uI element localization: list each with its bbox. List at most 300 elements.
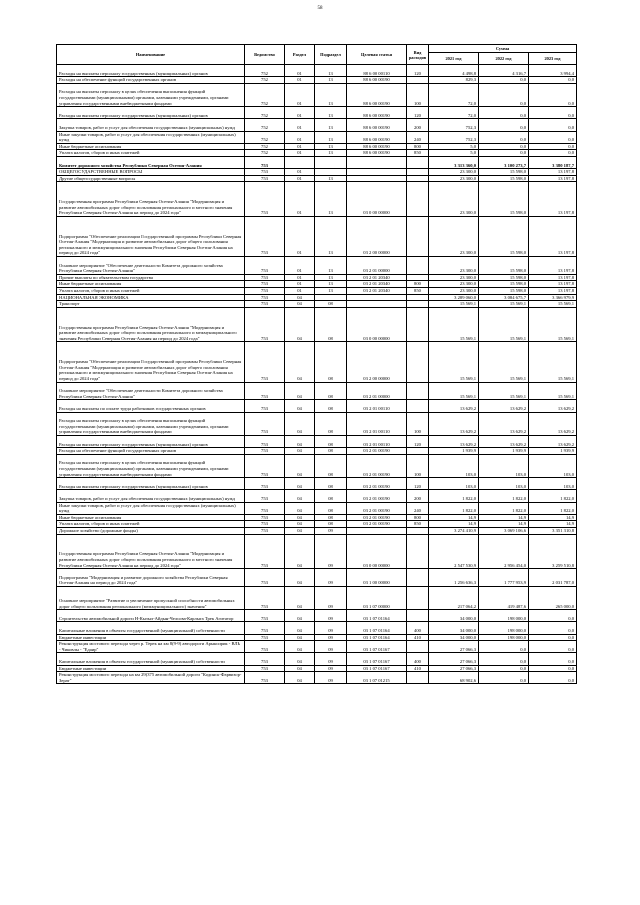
row-subsection: 08: [315, 382, 347, 400]
row-ministry: 753: [245, 641, 285, 653]
row-sum-2021: 15 569,1: [429, 382, 479, 400]
row-subsection: 13: [315, 65, 347, 77]
row-sum-2022: 3 084 675,7: [479, 294, 529, 301]
row-section: 01: [285, 257, 315, 275]
table-row: [57, 502, 577, 514]
row-section: 04: [285, 534, 315, 569]
table-row: [57, 342, 577, 382]
row-target: 88 6 00 00190: [347, 107, 407, 119]
row-subsection: 08: [315, 514, 347, 521]
row-sum-2022: 15 598,0: [479, 257, 529, 275]
table-row: [57, 307, 577, 342]
row-sum-2022: 3 069 106,6: [479, 527, 529, 534]
row-subsection: 08: [315, 490, 347, 502]
row-ministry: 753: [245, 294, 285, 301]
row-name: Капитальные вложения в объекты государственной (муниципальной) собственности: [57, 622, 245, 634]
table-row: [57, 382, 577, 400]
row-vid: [407, 342, 429, 382]
row-sum-2022: 0,0: [479, 150, 529, 157]
budget-table: [56, 44, 577, 684]
row-target: 03 1 07 00000: [347, 586, 407, 609]
row-ministry: 753: [245, 665, 285, 672]
table-row: [57, 634, 577, 641]
row-subsection: 08: [315, 307, 347, 342]
table-row: [57, 454, 577, 477]
row-sum-2022: 3 100 273,7: [479, 156, 529, 168]
row-vid: [407, 182, 429, 217]
row-name: Иные закупки товаров, работ и услуг для обеспечения государственных (муниципальных) нужд: [57, 131, 245, 143]
row-sum-2023: 13 197,8: [529, 274, 577, 281]
row-target: 03 2 00 00000: [347, 216, 407, 256]
row-sum-2021: 68 902,6: [429, 672, 479, 684]
row-sum-2021: 72,0: [429, 107, 479, 119]
row-vid: 200: [407, 490, 429, 502]
row-section: 04: [285, 342, 315, 382]
row-sum-2022: 0,0: [479, 653, 529, 665]
row-name: Иные бюджетные ассигнования: [57, 514, 245, 521]
row-section: 01: [285, 288, 315, 295]
row-target: [347, 156, 407, 168]
row-section: 04: [285, 412, 315, 435]
row-sum-2023: 265 000,0: [529, 586, 577, 609]
row-ministry: 753: [245, 301, 285, 308]
row-ministry: 752: [245, 65, 285, 77]
row-section: 04: [285, 490, 315, 502]
row-sum-2023: 0,0: [529, 119, 577, 131]
row-sum-2023: 2 031 787,0: [529, 569, 577, 587]
row-target: 88 6 00 00110: [347, 65, 407, 77]
row-sum-2023: 15 569,1: [529, 301, 577, 308]
row-section: 01: [285, 216, 315, 256]
row-subsection: 08: [315, 436, 347, 448]
row-ministry: 753: [245, 448, 285, 455]
row-name: Закупка товаров, работ и услуг для обеспечения государственных (муниципальных) нужд: [57, 490, 245, 502]
row-vid: [407, 156, 429, 168]
row-name: Бюджетные инвестиции: [57, 665, 245, 672]
row-name: ОБЩЕГОСУДАРСТВЕННЫЕ ВОПРОСЫ: [57, 169, 245, 176]
row-ministry: 753: [245, 382, 285, 400]
row-name: Дорожное хозяйство (дорожные фонды): [57, 527, 245, 534]
row-ministry: 753: [245, 527, 285, 534]
row-sum-2023: 13 629,2: [529, 412, 577, 435]
row-target: 03 2 01 20340: [347, 288, 407, 295]
row-name: Прочие выплаты по обязательствам государства: [57, 274, 245, 281]
row-name: Иные закупки товаров, работ и услуг для обеспечения государственных (муниципальных) нужд: [57, 502, 245, 514]
row-sum-2021: 3 313 360,0: [429, 156, 479, 168]
row-subsection: 09: [315, 527, 347, 534]
row-section: 04: [285, 521, 315, 528]
row-name: Строительство автомобильной дороги Н-Кызыл-Айдын-Челсова-Карлыга Трек Агитатор: [57, 610, 245, 622]
row-subsection: [315, 169, 347, 176]
row-ministry: 753: [245, 490, 285, 502]
row-section: 04: [285, 400, 315, 412]
row-ministry: 753: [245, 412, 285, 435]
row-vid: [407, 448, 429, 455]
row-vid: [407, 274, 429, 281]
row-name: Уплата налогов, сборов и иных платежей: [57, 150, 245, 157]
row-sum-2023: 15 569,1: [529, 307, 577, 342]
row-sum-2021: 23 300,0: [429, 169, 479, 176]
row-sum-2021: 5,0: [429, 143, 479, 150]
row-sum-2023: 0,0: [529, 83, 577, 106]
row-ministry: 753: [245, 634, 285, 641]
row-sum-2021: 15 569,1: [429, 301, 479, 308]
row-sum-2022: 15 569,1: [479, 307, 529, 342]
row-ministry: 753: [245, 288, 285, 295]
table-row: [57, 294, 577, 301]
row-ministry: 753: [245, 182, 285, 217]
row-subsection: 09: [315, 634, 347, 641]
row-sum-2022: 1 939,9: [479, 448, 529, 455]
row-sum-2021: 2 547 530,9: [429, 534, 479, 569]
row-sum-2023: 3 366 979,9: [529, 294, 577, 301]
row-target: 03 0 00 00000: [347, 534, 407, 569]
table-row: [57, 534, 577, 569]
table-row: [57, 131, 577, 143]
row-subsection: 13: [315, 150, 347, 157]
row-sum-2021: 23 300,0: [429, 216, 479, 256]
row-target: 03 2 01 00190: [347, 478, 407, 490]
row-name: Подпрограмма "Обеспечение реализации Государственной программы Республики Северная Осетия-Алания "Модернизация и развитие автомобильных дорог общего пользования регионального и межмуниципального значения Республики Северная Осетия-Алания на период до 2024 года": [57, 342, 245, 382]
row-subsection: 13: [315, 77, 347, 84]
row-ministry: 753: [245, 281, 285, 288]
row-section: 04: [285, 622, 315, 634]
row-subsection: 08: [315, 521, 347, 528]
row-subsection: 13: [315, 107, 347, 119]
row-ministry: 753: [245, 307, 285, 342]
row-subsection: 09: [315, 653, 347, 665]
table-row: [57, 301, 577, 308]
row-sum-2023: 13 197,8: [529, 169, 577, 176]
row-subsection: 09: [315, 569, 347, 587]
row-name: Расходы на обеспечение функций государственных органов: [57, 77, 245, 84]
row-sum-2023: 0,0: [529, 672, 577, 684]
row-sum-2023: 0,0: [529, 653, 577, 665]
row-vid: 800: [407, 281, 429, 288]
page-number: 58: [317, 6, 323, 11]
row-section: 01: [285, 83, 315, 106]
table-row: [57, 156, 577, 168]
row-vid: [407, 400, 429, 412]
row-vid: [407, 301, 429, 308]
row-sum-2023: 0,0: [529, 610, 577, 622]
row-subsection: 08: [315, 400, 347, 412]
row-target: 03 2 01 00190: [347, 454, 407, 477]
row-sum-2023: 103,0: [529, 478, 577, 490]
table-row: [57, 641, 577, 653]
row-sum-2022: 0,0: [479, 665, 529, 672]
row-vid: [407, 77, 429, 84]
row-ministry: 753: [245, 274, 285, 281]
row-vid: 800: [407, 143, 429, 150]
row-sum-2021: 15 569,1: [429, 342, 479, 382]
row-sum-2021: 217 064,2: [429, 586, 479, 609]
row-sum-2023: 1 939,9: [529, 448, 577, 455]
row-sum-2022: 0,0: [479, 641, 529, 653]
row-sum-2022: 4 316,7: [479, 65, 529, 77]
row-target: 03 1 07 01167: [347, 665, 407, 672]
row-vid: [407, 672, 429, 684]
table-row: [57, 143, 577, 150]
row-vid: 410: [407, 634, 429, 641]
row-name: Государственная программа Республики Северная Осетия-Алания "Модернизация и развитие автомобильных дорог общего пользования регионального и местного значения Республики Северная Осетия-Алания на период до 2024 года": [57, 182, 245, 217]
row-vid: 850: [407, 521, 429, 528]
header-name: Наименование: [57, 45, 245, 65]
row-sum-2022: 103,0: [479, 454, 529, 477]
row-subsection: 08: [315, 502, 347, 514]
table-row: [57, 169, 577, 176]
row-sum-2023: 15 569,1: [529, 342, 577, 382]
row-sum-2021: 3 289 060,0: [429, 294, 479, 301]
row-name: Расходы на выплаты персоналу государственных (муниципальных) органов: [57, 436, 245, 448]
row-subsection: [315, 156, 347, 168]
row-sum-2023: 0,0: [529, 131, 577, 143]
row-sum-2021: 4 498,8: [429, 65, 479, 77]
row-sum-2022: 15 569,1: [479, 382, 529, 400]
row-sum-2021: 14,9: [429, 514, 479, 521]
row-target: 03 1 00 00000: [347, 569, 407, 587]
row-target: 03 0 00 00000: [347, 182, 407, 217]
header-sum: Сумма: [429, 45, 577, 53]
row-sum-2022: 1 822,0: [479, 502, 529, 514]
table-row: [57, 216, 577, 256]
row-ministry: 753: [245, 514, 285, 521]
row-name: Расходы на выплаты персоналу в целях обеспечения выполнения функций государственными (муниципальными) органами, казенными учреждениями, органами управления государственными внебюджетными фондами: [57, 83, 245, 106]
table-row: [57, 569, 577, 587]
table-row: [57, 586, 577, 609]
row-ministry: 753: [245, 478, 285, 490]
row-subsection: 08: [315, 478, 347, 490]
row-sum-2021: 34 000,0: [429, 610, 479, 622]
row-name: Основное мероприятие "Развитие и увеличение пропускной способности автомобильных дорог общего пользования регионального (межмуниципального) значения": [57, 586, 245, 609]
row-sum-2022: 2 956 454,0: [479, 534, 529, 569]
row-name: Уплата налогов, сборов и иных платежей: [57, 288, 245, 295]
row-sum-2023: 103,0: [529, 454, 577, 477]
row-subsection: 13: [315, 143, 347, 150]
row-name: Расходы на обеспечение функций государственных органов: [57, 448, 245, 455]
row-section: 04: [285, 436, 315, 448]
row-ministry: 753: [245, 436, 285, 448]
table-row: [57, 175, 577, 182]
row-sum-2022: 0,0: [479, 77, 529, 84]
row-sum-2022: 419 487,6: [479, 586, 529, 609]
row-section: 04: [285, 454, 315, 477]
row-sum-2023: 13 197,8: [529, 281, 577, 288]
row-sum-2021: 103,0: [429, 478, 479, 490]
row-sum-2022: 15 598,0: [479, 216, 529, 256]
table-row: [57, 400, 577, 412]
row-sum-2022: 14,9: [479, 521, 529, 528]
row-sum-2021: 752,3: [429, 119, 479, 131]
row-subsection: 09: [315, 586, 347, 609]
row-section: 04: [285, 307, 315, 342]
row-section: 04: [285, 382, 315, 400]
row-name: Подпрограмма "Модернизация и развитие дорожного хозяйства Республики Северная Осетия-Алания на период до 2024 года": [57, 569, 245, 587]
row-section: 01: [285, 65, 315, 77]
table-row: [57, 77, 577, 84]
row-ministry: 753: [245, 521, 285, 528]
row-vid: [407, 610, 429, 622]
row-vid: [407, 216, 429, 256]
row-section: 01: [285, 143, 315, 150]
table-row: [57, 653, 577, 665]
row-subsection: 13: [315, 274, 347, 281]
row-sum-2022: 198 000,0: [479, 610, 529, 622]
table-row: [57, 478, 577, 490]
row-sum-2021: 34 000,0: [429, 634, 479, 641]
row-section: [285, 156, 315, 168]
row-vid: [407, 175, 429, 182]
row-sum-2021: 72,0: [429, 83, 479, 106]
row-name: Государственная программа Республики Северная Осетия-Алания "Модернизация и развитие автомобильных дорог общего пользования регионального и межмуниципального значения Республики Северная Осетия-Алания на период до 2024 года": [57, 307, 245, 342]
row-sum-2021: 15 569,1: [429, 307, 479, 342]
row-subsection: 08: [315, 342, 347, 382]
row-sum-2021: 23 300,0: [429, 257, 479, 275]
row-sum-2023: 0,0: [529, 107, 577, 119]
row-subsection: 09: [315, 610, 347, 622]
row-vid: 410: [407, 665, 429, 672]
row-target: 03 2 01 00190: [347, 521, 407, 528]
row-sum-2023: 13 629,2: [529, 436, 577, 448]
row-target: 03 2 01 00190: [347, 514, 407, 521]
row-vid: 850: [407, 150, 429, 157]
row-vid: 200: [407, 119, 429, 131]
row-target: 03 2 01 00000: [347, 257, 407, 275]
table-row: [57, 521, 577, 528]
row-sum-2022: 15 598,0: [479, 169, 529, 176]
row-sum-2023: 14,9: [529, 521, 577, 528]
row-name: Иные бюджетные ассигнования: [57, 143, 245, 150]
row-section: 04: [285, 610, 315, 622]
row-subsection: [315, 294, 347, 301]
row-name: НАЦИОНАЛЬНАЯ ЭКОНОМИКА: [57, 294, 245, 301]
row-ministry: 753: [245, 610, 285, 622]
row-sum-2021: 23 300,0: [429, 182, 479, 217]
row-ministry: 752: [245, 107, 285, 119]
row-vid: 120: [407, 107, 429, 119]
row-sum-2023: 13 197,8: [529, 257, 577, 275]
row-subsection: 09: [315, 672, 347, 684]
row-section: 01: [285, 150, 315, 157]
row-sum-2022: 13 629,2: [479, 436, 529, 448]
row-sum-2022: 0,0: [479, 107, 529, 119]
row-sum-2022: 1 777 953,9: [479, 569, 529, 587]
table-row: [57, 107, 577, 119]
row-name: Подпрограмма "Обеспечение реализации Государственной программы Республики Северная Осетия-Алания "Модернизация и развитие автомобильных дорог общего пользования регионального и межмуниципального значения Республики Северная Осетия-Алания на период до 2024 года": [57, 216, 245, 256]
row-sum-2023: 0,0: [529, 143, 577, 150]
row-target: 03 2 01 00190: [347, 502, 407, 514]
row-name: Транспорт: [57, 301, 245, 308]
row-section: 04: [285, 586, 315, 609]
row-sum-2023: 3 259 510,8: [529, 534, 577, 569]
row-sum-2022: 0,0: [479, 119, 529, 131]
row-sum-2022: 1 822,0: [479, 490, 529, 502]
row-sum-2023: 1 822,0: [529, 502, 577, 514]
row-sum-2022: 13 629,2: [479, 400, 529, 412]
row-section: 01: [285, 274, 315, 281]
row-ministry: 753: [245, 156, 285, 168]
row-target: 88 6 00 00190: [347, 77, 407, 84]
row-vid: 240: [407, 502, 429, 514]
row-sum-2022: 13 629,2: [479, 412, 529, 435]
row-section: 01: [285, 182, 315, 217]
header-year-2023: 2023 год: [529, 53, 577, 65]
row-name: Расходы на выплаты персоналу государственных (муниципальных) органов: [57, 478, 245, 490]
row-target: [347, 294, 407, 301]
row-sum-2023: 3 994,4: [529, 65, 577, 77]
row-vid: [407, 169, 429, 176]
header-section: Раздел: [285, 45, 315, 65]
row-ministry: 753: [245, 502, 285, 514]
row-sum-2022: 15 569,1: [479, 342, 529, 382]
row-target: 88 6 00 00190: [347, 119, 407, 131]
row-sum-2023: 14,9: [529, 514, 577, 521]
row-name: Расходы на выплаты персоналу в целях обеспечения выполнения функций государственными (муниципальными) органами, казенными учреждениями, органами управления государственными внебюджетными фондами: [57, 412, 245, 435]
table-row: [57, 527, 577, 534]
row-name: Основное мероприятие "Обеспечение деятельности Комитета дорожного хозяйства Республики Северная Осетия-Алания": [57, 382, 245, 400]
row-subsection: 09: [315, 641, 347, 653]
row-section: 04: [285, 641, 315, 653]
budget-table-sheet: [56, 44, 576, 684]
row-subsection: 08: [315, 454, 347, 477]
row-sum-2021: 1 822,0: [429, 490, 479, 502]
row-subsection: 08: [315, 412, 347, 435]
row-ministry: 752: [245, 77, 285, 84]
row-section: 01: [285, 169, 315, 176]
row-name: Реконструкция мостового перехода на км 29(375 автомобильной дороги "Кодинск-Фарвизор-Зерат": [57, 672, 245, 684]
row-sum-2021: 1 939,9: [429, 448, 479, 455]
row-target: 03 2 01 00190: [347, 490, 407, 502]
row-sum-2023: 13 197,8: [529, 288, 577, 295]
row-sum-2023: 0,0: [529, 150, 577, 157]
table-row: [57, 257, 577, 275]
row-name: Расходы на выплаты персоналу государственных (муниципальных) органов: [57, 65, 245, 77]
row-subsection: 09: [315, 622, 347, 634]
header-subsection: Подраздел: [315, 45, 347, 65]
row-sum-2022: 198 000,0: [479, 634, 529, 641]
table-row: [57, 436, 577, 448]
row-sum-2021: 1 256 636,3: [429, 569, 479, 587]
row-sum-2021: 103,0: [429, 454, 479, 477]
row-sum-2021: 27 066,3: [429, 665, 479, 672]
row-vid: 240: [407, 131, 429, 143]
row-sum-2022: 15 598,0: [479, 182, 529, 217]
row-name: Бюджетные инвестиции: [57, 634, 245, 641]
row-vid: [407, 294, 429, 301]
row-sum-2021: 829,3: [429, 77, 479, 84]
row-section: 04: [285, 527, 315, 534]
row-sum-2021: 13 629,2: [429, 400, 479, 412]
row-sum-2022: 0,0: [479, 83, 529, 106]
row-target: [347, 527, 407, 534]
row-target: 03 2 01 00000: [347, 382, 407, 400]
row-target: 03 2 00 00000: [347, 342, 407, 382]
row-sum-2022: 0,0: [479, 131, 529, 143]
table-row: [57, 672, 577, 684]
row-section: 04: [285, 634, 315, 641]
row-vid: [407, 527, 429, 534]
header-year-2022: 2022 год: [479, 53, 529, 65]
row-sum-2022: 198 000,0: [479, 622, 529, 634]
row-sum-2023: 13 197,8: [529, 182, 577, 217]
table-row: [57, 150, 577, 157]
row-sum-2021: 14,9: [429, 521, 479, 528]
row-name: Реконструкция мостового перехода через р. Терек на км 8(9-9) автодороги Арыксирик - ВЛЬ - Чиковлы - "Едаир": [57, 641, 245, 653]
row-subsection: 13: [315, 119, 347, 131]
row-vid: [407, 257, 429, 275]
row-target: 03 1 07 01167: [347, 641, 407, 653]
row-vid: [407, 382, 429, 400]
